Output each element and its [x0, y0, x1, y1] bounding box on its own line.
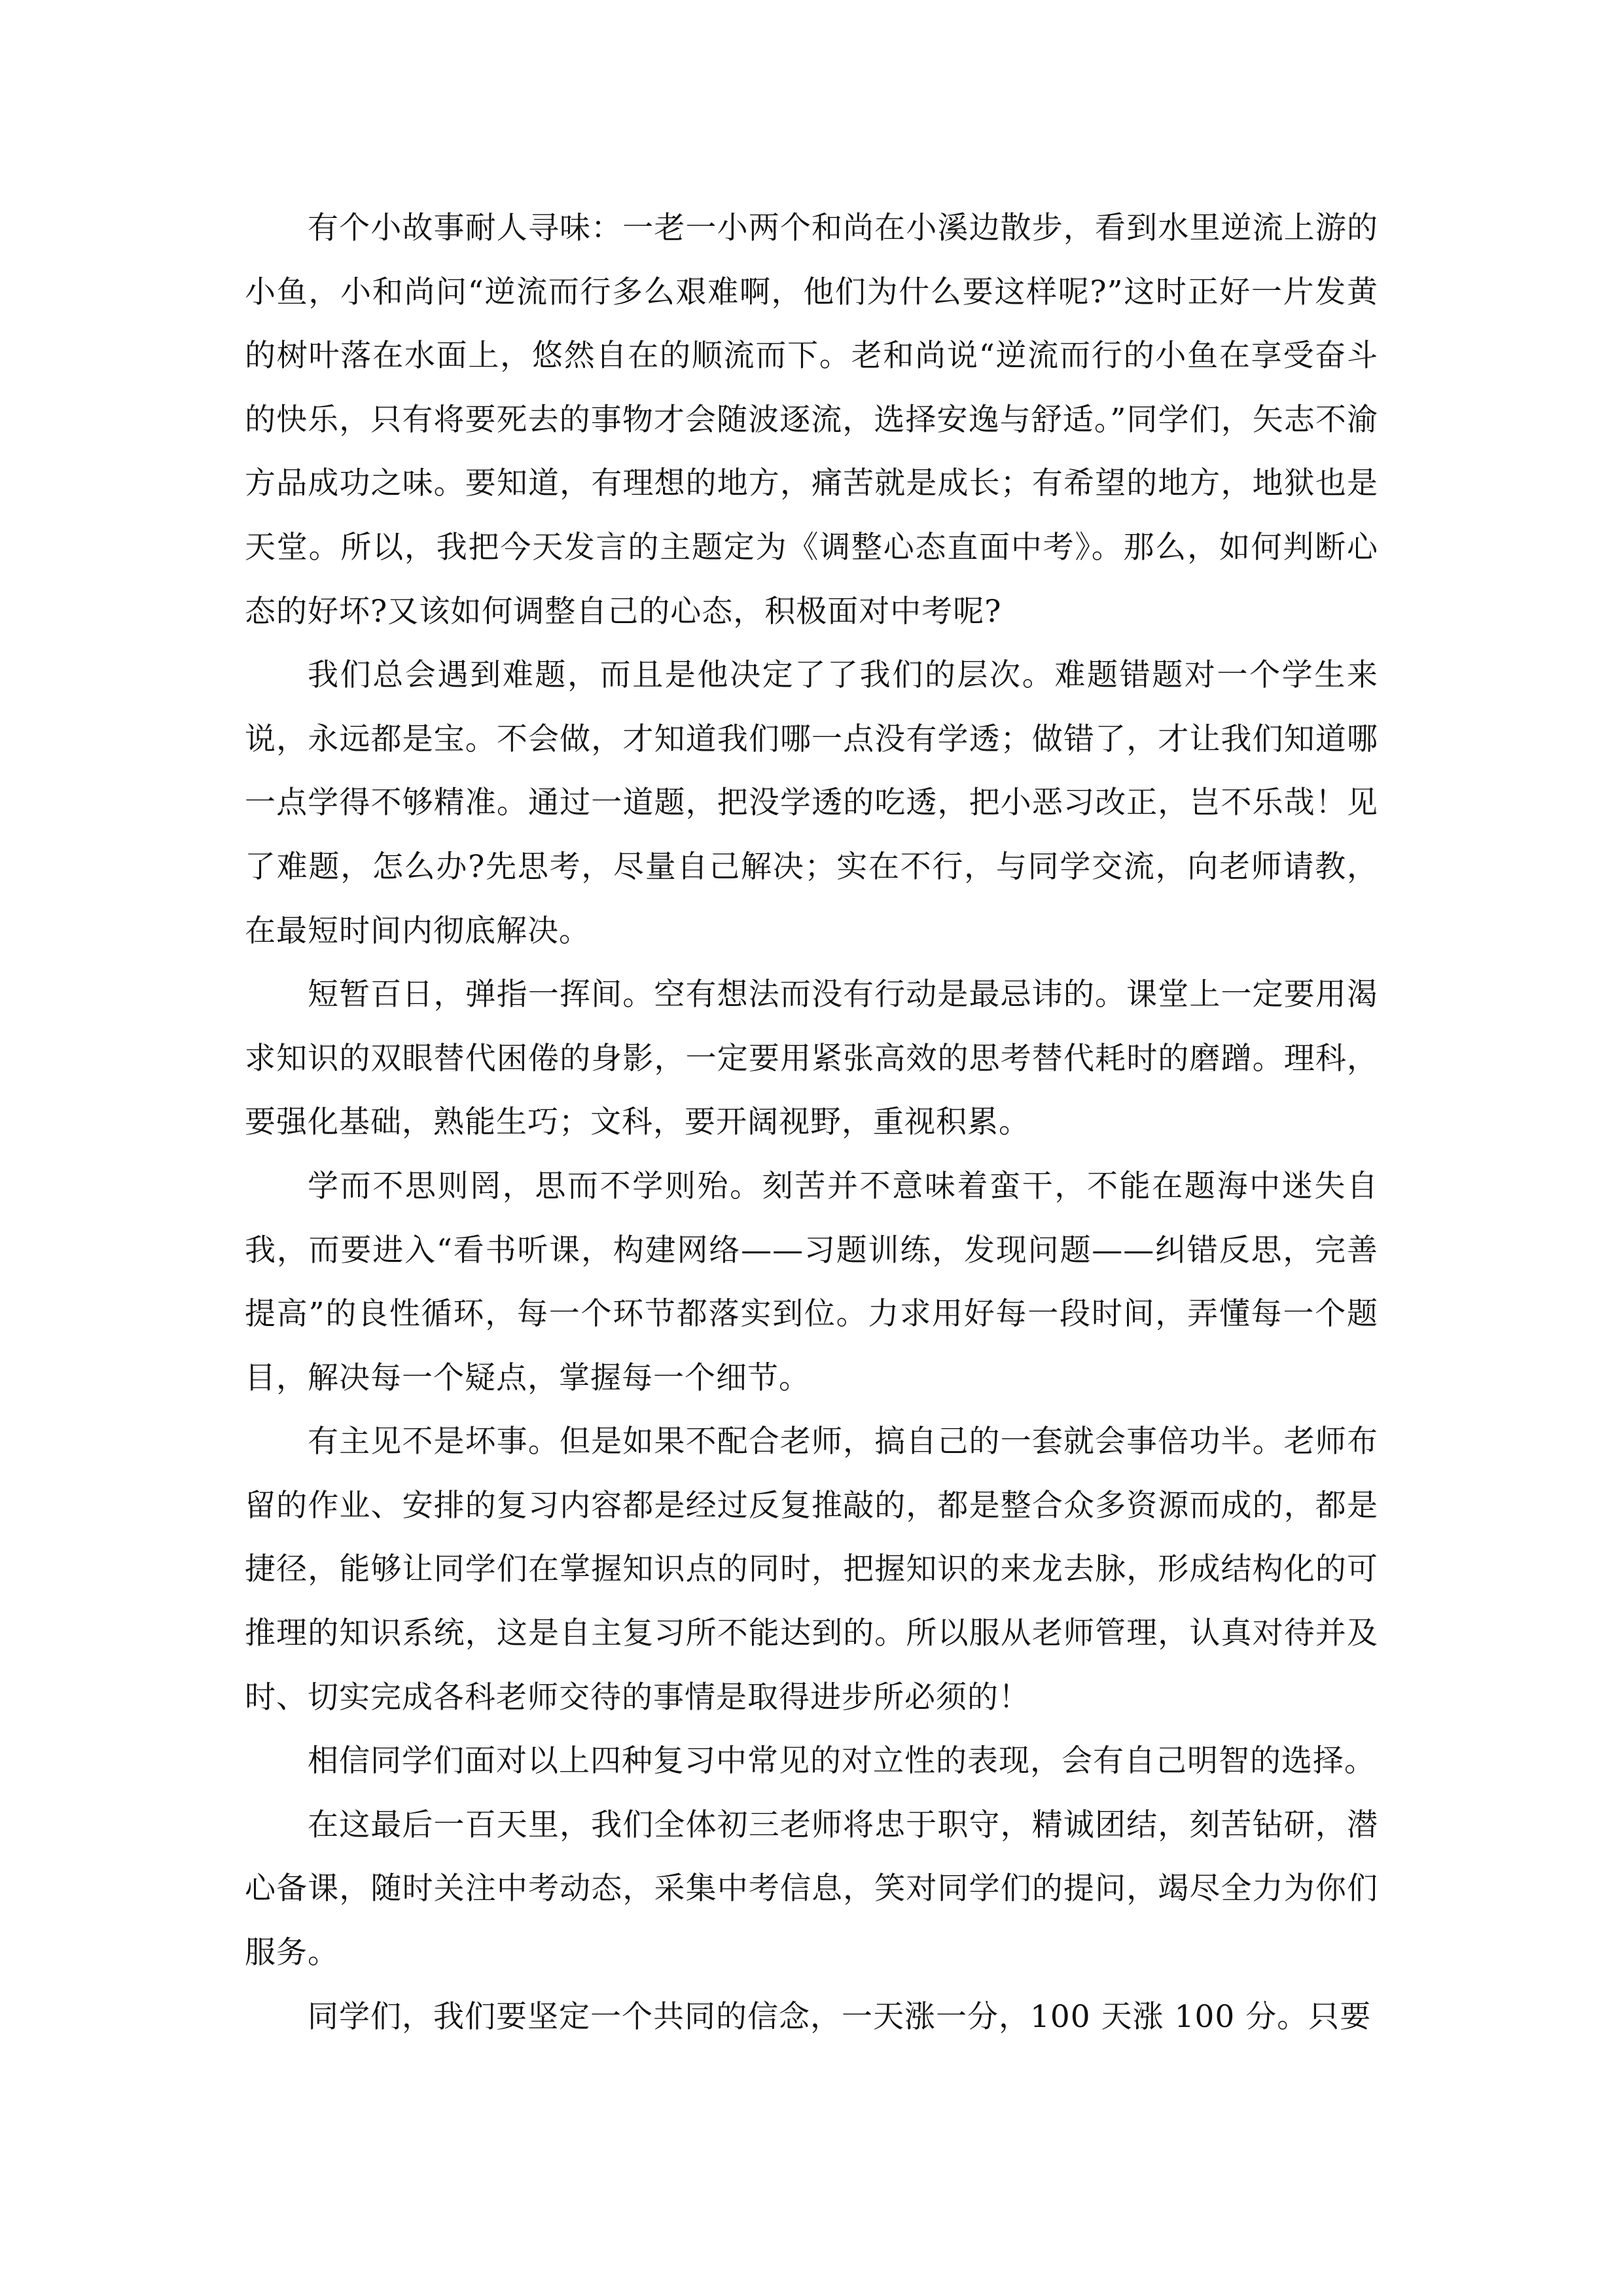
- paragraph-6: 相信同学们面对以上四种复习中常见的对立性的表现，会有自己明智的选择。: [308, 1743, 1376, 1780]
- document-body: [245, 196, 1378, 2049]
- paragraph-7: 在这最后一百天里，我们全体初三老师将忠于职守，精诚团结，刻苦钻研，潜心备课，随时关注中考动态，采集中考信息，笑对同学们的提问，竭尽全力为你们服务。: [245, 1806, 1378, 1971]
- paragraph-8: 同学们，我们要坚定一个共同的信念，一天涨一分，100 天涨 100 分。只要: [308, 1998, 1372, 2035]
- paragraph-4: 学而不思则罔，思而不学则殆。刻苦并不意味着蛮干，不能在题海中迷失自我，而要进入“看书听课，构建网络——习题训练，发现问题——纠错反思，完善提高”的良性循环，每一个环节都落实到位。力求用好每一段时间，弄懂每一个题目，解决每一个疑点，掌握每一个细节。: [245, 1168, 1378, 1396]
- paragraph-3: 短暂百日，弹指一挥间。空有想法而没有行动是最忌讳的。课堂上一定要用渴求知识的双眼替代困倦的身影，一定要用紧张高效的思考替代耗时的磨蹭。理科，要强化基础，熟能生巧；文科，要开阔视野，重视积累。: [245, 977, 1378, 1141]
- paragraph-2: 我们总会遇到难题，而且是他决定了了我们的层次。难题错题对一个学生来说，永远都是宝。不会做，才知道我们哪一点没有学透；做错了，才让我们知道哪一点学得不够精准。通过一道题，把没学透的吃透，把小恶习改正，岂不乐哉！见了难题，怎么办?先思考，尽量自己解决；实在不行，与同学交流，向老师请教，在最短时间内彻底解决。: [245, 657, 1378, 949]
- paragraph-5: 有主见不是坏事。但是如果不配合老师，搞自己的一套就会事倍功半。老师布留的作业、安排的复习内容都是经过反复推敲的，都是整合众多资源而成的，都是捷径，能够让同学们在掌握知识点的同时，把握知识的来龙去脉，形成结构化的可推理的知识系统，这是自主复习所不能达到的。所以服从老师管理，认真对待并及时、切实完成各科老师交待的事情是取得进步所必须的！: [245, 1424, 1378, 1715]
- paragraph-1: 有个小故事耐人寻味：一老一小两个和尚在小溪边散步，看到水里逆流上游的小鱼，小和尚问“逆流而行多么艰难啊，他们为什么要这样呢?”这时正好一片发黄的树叶落在水面上，悠然自在的顺流而下。老和尚说“逆流而行的小鱼在享受奋斗的快乐，只有将要死去的事物才会随波逐流，选择安逸与舒适。”同学们，矢志不渝方品成功之味。要知道，有理想的地方，痛苦就是成长；有希望的地方，地狱也是天堂。所以，我把今天发言的主题定为《调整心态直面中考》。那么，如何判断心态的好坏?又该如何调整自己的心态，积极面对中考呢?: [245, 210, 1378, 630]
